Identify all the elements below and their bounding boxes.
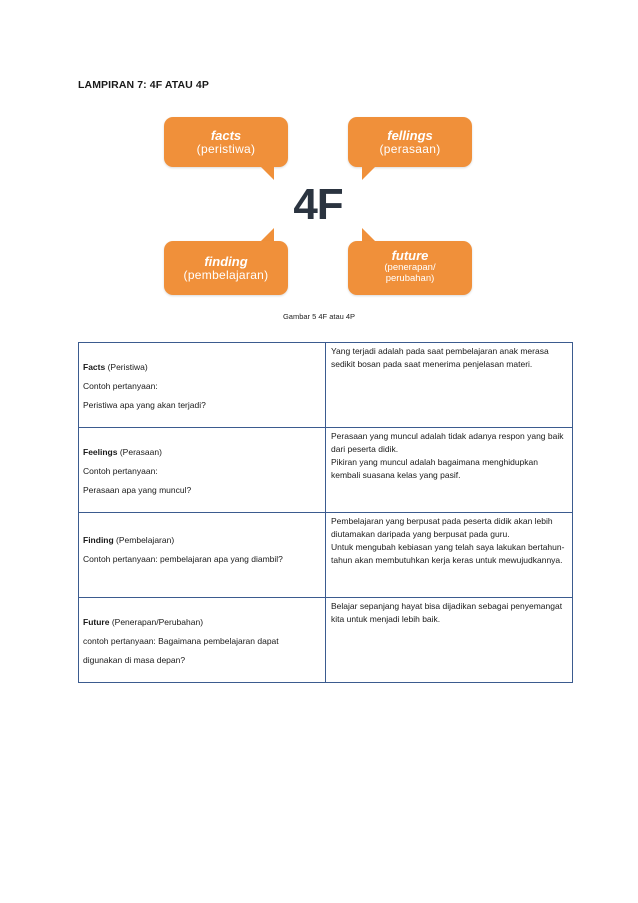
finding-term: Finding bbox=[83, 535, 114, 545]
future-term-line bbox=[83, 613, 320, 632]
future-term-rest: (Penerapan/Perubahan) bbox=[109, 617, 204, 627]
future-subtitle-line1: (penerapan/ bbox=[384, 262, 436, 273]
table-row-feelings bbox=[79, 428, 573, 513]
facts-answer-cell bbox=[326, 343, 573, 428]
finding-question-text: Contoh pertanyaan: pembelajaran apa yang diambil? bbox=[83, 554, 283, 564]
table-row-future bbox=[79, 598, 573, 683]
feelings-bubble-tail bbox=[362, 166, 376, 180]
facts-bubble-tail bbox=[260, 166, 274, 180]
feelings-title: fellings bbox=[387, 128, 433, 143]
feelings-subtitle: (perasaan) bbox=[379, 142, 441, 156]
feelings-question-label: Contoh pertanyaan: bbox=[83, 466, 158, 476]
facts-title: facts bbox=[210, 128, 242, 143]
future-subtitle-line2: perubahan) bbox=[385, 272, 435, 284]
finding-question-cell bbox=[79, 513, 326, 598]
finding-term-rest: (Pembelajaran) bbox=[113, 535, 175, 545]
reflection-table bbox=[78, 342, 573, 683]
future-bubble bbox=[348, 241, 472, 295]
finding-bubble bbox=[164, 241, 288, 295]
facts-question-label: Contoh pertanyaan: bbox=[83, 381, 158, 391]
facts-question-cell bbox=[79, 343, 326, 428]
finding-answer-1: Pembelajaran yang berpusat pada peserta didik akan lebih diutamakan daripada yang berpusat pada guru. bbox=[331, 516, 553, 539]
feelings-question-text: Perasaan apa yang muncul? bbox=[83, 485, 192, 495]
future-question-text-2: digunakan di masa depan? bbox=[83, 655, 186, 665]
table-row-facts bbox=[79, 343, 573, 428]
facts-term-rest: (Peristiwa) bbox=[105, 362, 148, 372]
figure-caption: Gambar 5 4F atau 4P bbox=[282, 312, 356, 321]
document-heading: LAMPIRAN 7: 4F ATAU 4P bbox=[78, 79, 209, 91]
center-4f-label: 4F bbox=[293, 180, 343, 229]
feelings-term-line bbox=[83, 443, 320, 462]
4f-diagram bbox=[164, 117, 474, 297]
finding-title: finding bbox=[204, 254, 248, 269]
feelings-answer-cell bbox=[326, 428, 573, 513]
facts-bubble bbox=[164, 117, 288, 167]
facts-answer: Yang terjadi adalah pada saat pembelajaran anak merasa sedikit bosan pada saat menerima penjelasan materi. bbox=[331, 346, 549, 369]
feelings-term: Feelings bbox=[83, 447, 118, 457]
future-question-text-1: contoh pertanyaan: Bagaimana pembelajaran dapat bbox=[83, 636, 279, 646]
feelings-question-cell bbox=[79, 428, 326, 513]
feelings-answer-1: Perasaan yang muncul adalah tidak adanya respon yang baik dari peserta didik. bbox=[331, 431, 564, 454]
table-row-finding bbox=[79, 513, 573, 598]
facts-term: Facts bbox=[83, 362, 106, 372]
feelings-answer-2: Pikiran yang muncul adalah bagaimana menghidupkan kembali suasana kelas yang pasif. bbox=[331, 457, 538, 480]
future-answer: Belajar sepanjang hayat bisa dijadikan sebagai penyemangat kita untuk menjadi lebih baik. bbox=[331, 601, 563, 624]
facts-question-text: Peristiwa apa yang akan terjadi? bbox=[83, 400, 206, 410]
facts-subtitle: (peristiwa) bbox=[196, 142, 256, 156]
finding-answer-2: Untuk mengubah kebiasan yang telah saya lakukan bertahun-tahun akan membutuhkan kerja keras untuk mewujudkannya. bbox=[331, 542, 565, 565]
future-term: Future bbox=[83, 617, 110, 627]
finding-answer-cell bbox=[326, 513, 573, 598]
future-bubble-tail bbox=[362, 228, 376, 242]
facts-term-line bbox=[83, 358, 320, 377]
future-title: future bbox=[391, 248, 429, 263]
finding-subtitle: (pembelajaran) bbox=[183, 268, 269, 282]
future-answer-cell bbox=[326, 598, 573, 683]
feelings-term-rest: (Perasaan) bbox=[117, 447, 162, 457]
finding-bubble-tail bbox=[260, 228, 274, 242]
future-question-cell bbox=[79, 598, 326, 683]
feelings-bubble bbox=[348, 117, 472, 167]
finding-term-line bbox=[83, 531, 320, 550]
